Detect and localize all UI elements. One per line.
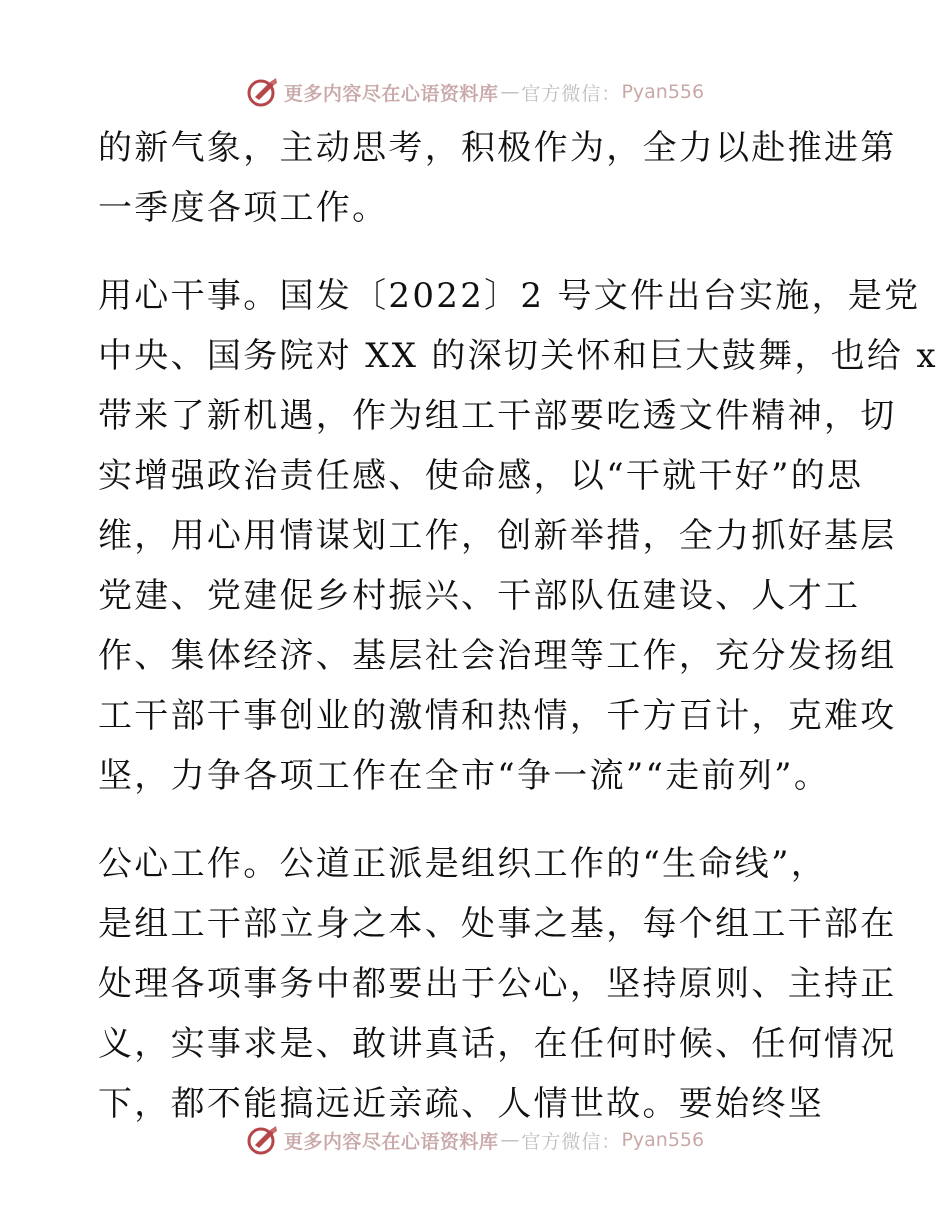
text-line: 的新气象，主动思考，积极作为，全力以赴推进第	[98, 128, 897, 168]
footer-watermark	[0, 1120, 950, 1160]
text-line: 维，用心用情谋划工作，创新举措，全力抓好基层	[98, 516, 897, 556]
text-line: 公心工作。公道正派是组织工作的“生命线”，	[98, 844, 828, 884]
watermark-brand: 更多内容尽在心语资料库	[283, 82, 499, 105]
text-line: 中央、国务院对 XX 的深切关怀和巨大鼓舞，也给 x	[98, 336, 938, 376]
watermark-brand: 更多内容尽在心语资料库	[283, 1130, 499, 1153]
text-line: 实增强政治责任感、使命感，以“干就干好”的思	[98, 456, 864, 496]
paragraph-1	[98, 118, 897, 238]
paragraph-3	[98, 834, 897, 1134]
watermark-wechat-id: Pyan556	[621, 81, 705, 103]
text-line: 是组工干部立身之本、处事之基，每个组工干部在	[98, 904, 897, 944]
text-line: 坚，力争各项工作在全市“争一流”“走前列”。	[98, 756, 831, 796]
brand-logo-icon	[246, 75, 280, 109]
paragraph-2	[98, 266, 938, 806]
watermark-wechat-id: Pyan556	[621, 1129, 705, 1151]
watermark-wechat-label: 官方微信：	[521, 1130, 622, 1153]
header-watermark	[0, 72, 950, 112]
watermark-separator: —	[500, 1129, 520, 1151]
brand-logo-icon	[246, 1123, 280, 1157]
text-line: 带来了新机遇，作为组工干部要吃透文件精神，切	[98, 396, 897, 436]
text-line: 党建、党建促乡村振兴、干部队伍建设、人才工	[98, 576, 861, 616]
text-line: 作、集体经济、基层社会治理等工作，充分发扬组	[98, 636, 897, 676]
text-line: 工干部干事创业的激情和热情，千方百计，克难攻	[98, 696, 897, 736]
text-line: 处理各项事务中都要出于公心，坚持原则、主持正	[98, 964, 897, 1004]
watermark-separator: —	[500, 81, 520, 103]
text-line: 一季度各项工作。	[98, 188, 389, 228]
watermark-wechat-label: 官方微信：	[521, 82, 622, 105]
text-line: 义，实事求是、敢讲真话，在任何时候、任何情况	[98, 1024, 897, 1064]
text-line: 下，都不能搞远近亲疏、人情世故。要始终坚	[98, 1084, 824, 1124]
document-body	[98, 118, 938, 1134]
text-line: 用心干事。国发〔2022〕2 号文件出台实施，是党	[98, 276, 921, 316]
